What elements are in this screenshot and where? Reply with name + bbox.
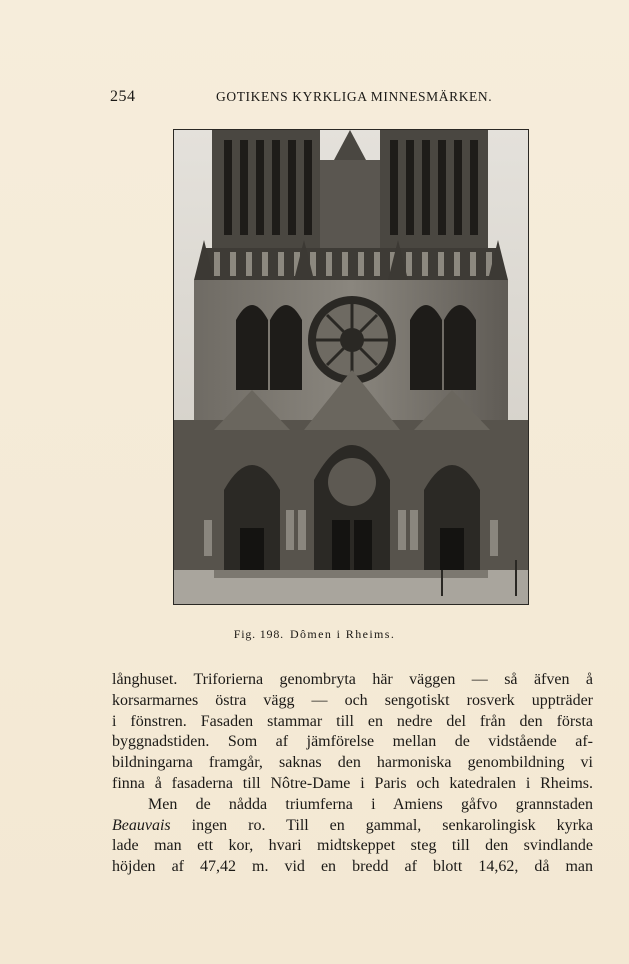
text-line: höjden af 47,42 m. vid en bredd af blott 14,62, då man [112, 858, 593, 876]
cathedral-photograph [173, 129, 529, 605]
text-line: finna å fasaderna till Nôtre-Dame i Paris och katedralen i Rheims. [112, 774, 593, 792]
cathedral-facade-illustration [174, 130, 528, 604]
figure-label: Fig. 198. [233, 627, 284, 641]
text-line: lade man ett kor, hvari midtskeppet steg till den svindlande [112, 837, 593, 855]
figure-caption [0, 627, 629, 642]
page-number: 254 [110, 88, 136, 105]
text-segment: ingen ro. Till en gammal, senkarolingisk kyrka [170, 816, 593, 834]
text-line: korsarmarnes östra vägg — och sengotiskt rosverk uppträder [112, 691, 593, 709]
place-name: Beauvais [112, 816, 171, 834]
text-line: bildningarna framgår, saknas den harmoniska genombildning vi [112, 754, 593, 772]
text-line: i fönstren. Fasaden stammar till en nedre del från den första [112, 712, 593, 730]
page-header [110, 88, 510, 108]
text-line [112, 816, 593, 837]
text-line: byggnadstiden. Som af jämförelse mellan de vidstående af- [112, 733, 593, 751]
body-text [112, 670, 593, 878]
text-line: långhuset. Triforierna genombryta här väggen — så äfven å [112, 671, 593, 688]
figure-place: Dômen i Rheims. [289, 627, 396, 641]
running-head: GOTIKENS KYRKLIGA MINNESMÄRKEN. [216, 89, 493, 104]
text-line: Men de nådda triumferna i Amiens gåfvo grannstaden [148, 795, 593, 813]
